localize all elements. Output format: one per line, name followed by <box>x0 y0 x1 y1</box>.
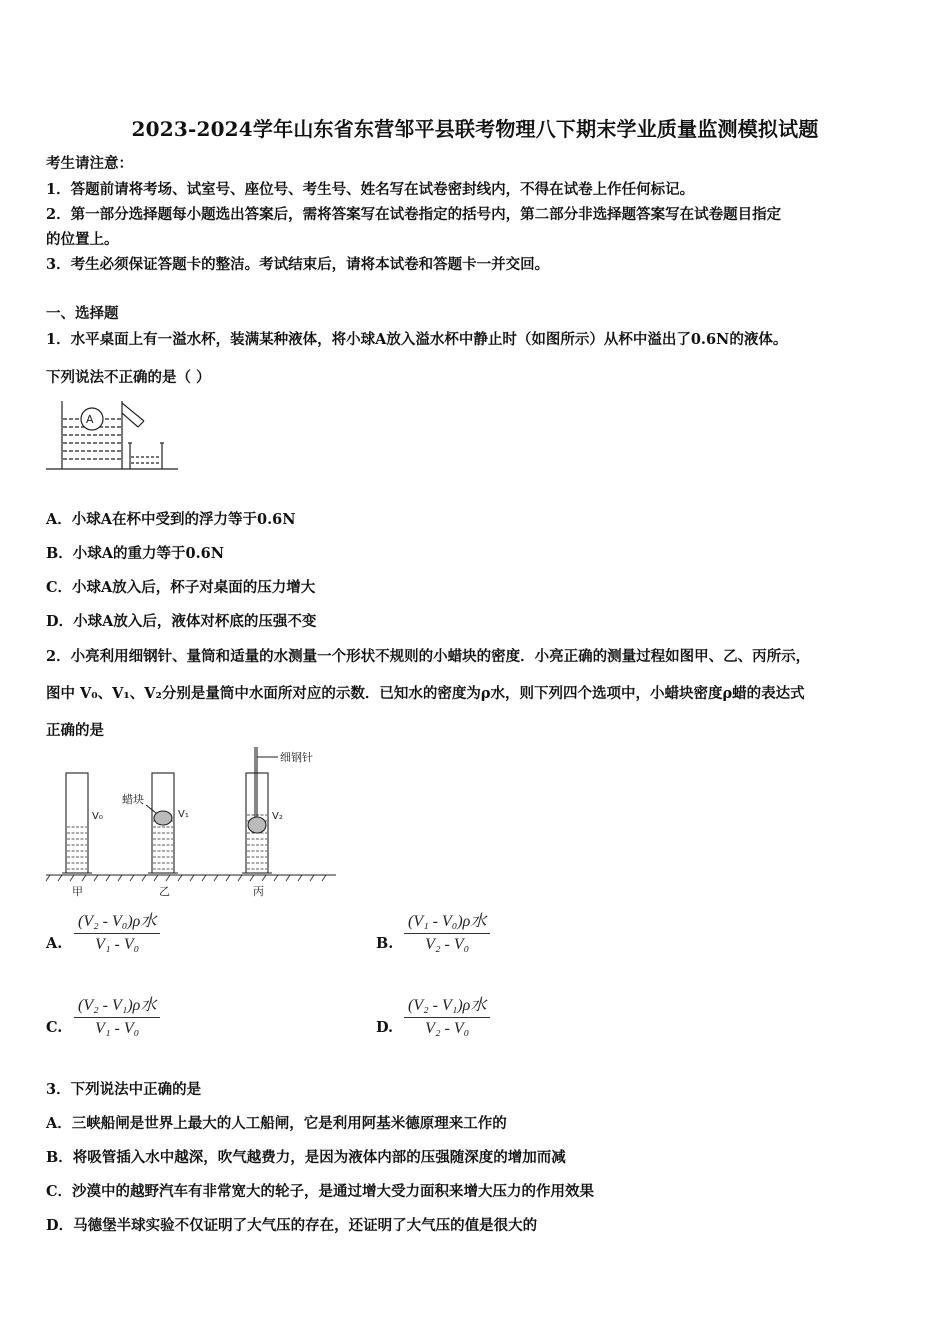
cylinder-figure <box>44 745 344 900</box>
q1-option: B．小球A的重力等于0.6N <box>46 545 224 562</box>
q3-option: C．沙漠中的越野汽车有非常宽大的轮子，是通过增大受力面积来增大压力的作用效果 <box>46 1183 595 1200</box>
q3-stem: 3．下列说法中正确的是 <box>46 1081 202 1098</box>
notice-item: 1．答题前请将考场、试室号、座位号、考生号、姓名写在试卷密封线内，不得在试卷上作任何标记。 <box>46 181 695 198</box>
q2-option-letter: A. <box>46 935 63 952</box>
q1-stem-line1: 1．水平桌面上有一溢水杯，装满某种液体，将小球A放入溢水杯中静止时（如图所示）从杯中溢出了0.6N的液体。 <box>46 331 788 348</box>
denominator: V₂ - V₀ <box>425 1020 470 1037</box>
overflow-cup-figure <box>44 395 184 475</box>
notice-item: 2．第一部分选择题每小题选出答案后，需将答案写在试卷指定的括号内，第二部分非选择题答案写在试卷题目指定 <box>46 206 782 223</box>
q1-option: C．小球A放入后，杯子对桌面的压力增大 <box>46 579 316 596</box>
q3-option: B．将吸管插入水中越深，吹气越费力，是因为液体内部的压强随深度的增加而减 <box>46 1149 566 1166</box>
notice-item: 3．考生必须保证答题卡的整洁。考试结束后，请将本试卷和答题卡一并交回。 <box>46 256 550 273</box>
volume-label: V₁ <box>178 809 189 820</box>
notice-heading: 考生请注意： <box>46 155 133 172</box>
q2-stem-line1: 2．小亮利用细钢针、量筒和适量的水测量一个形状不规则的小蜡块的密度．小亮正确的测量过程如图甲、乙、丙所示， <box>46 648 811 665</box>
q2-option-letter: C. <box>46 1019 63 1036</box>
q2-option-formula <box>74 992 160 1038</box>
wax-label: 蜡块 <box>122 793 144 806</box>
needle-label: 细钢针 <box>280 751 313 764</box>
numerator: (V₂ - V₀)ρ水 <box>74 908 160 934</box>
denominator: V₂ - V₀ <box>425 936 470 953</box>
section-heading: 一、选择题 <box>46 305 119 322</box>
numerator: (V₁ - V₀)ρ水 <box>404 908 490 934</box>
page-title: 2023-2024学年山东省东营邹平县联考物理八下期末学业质量监测模拟试题 <box>131 117 819 141</box>
numerator: (V₂ - V₁)ρ水 <box>74 992 160 1018</box>
denominator: V₁ - V₀ <box>95 1020 140 1037</box>
figure-label: 乙 <box>159 885 170 898</box>
volume-label: V₂ <box>272 811 283 822</box>
q1-option: D．小球A放入后，液体对杯底的压强不变 <box>46 613 317 630</box>
q1-stem-line2: 下列说法不正确的是（ ） <box>46 369 211 386</box>
numerator: (V₂ - V₁)ρ水 <box>404 992 490 1018</box>
figure-label: 甲 <box>72 885 83 898</box>
q3-option: D．马德堡半球实验不仅证明了大气压的存在，还证明了大气压的值是很大的 <box>46 1217 538 1234</box>
q2-stem-line2: 图中 V₀、V₁、V₂分别是量筒中水面所对应的示数．已知水的密度为ρ水，则下列四个选项中，小蜡块密度ρ蜡的表达式 <box>46 685 805 702</box>
q2-option-formula <box>404 992 490 1038</box>
notice-item: 的位置上。 <box>46 231 119 248</box>
ball-label: A <box>86 413 94 426</box>
volume-label: V₀ <box>92 811 103 822</box>
q2-option-formula <box>404 908 490 954</box>
q3-option: A．三峡船闸是世界上最大的人工船闸，它是利用阿基米德原理来工作的 <box>46 1115 507 1132</box>
figure-label: 丙 <box>253 885 264 898</box>
q1-option: A．小球A在杯中受到的浮力等于0.6N <box>46 511 296 528</box>
q2-stem-line3: 正确的是 <box>46 722 104 739</box>
q2-option-formula <box>74 908 160 954</box>
q2-option-letter: B. <box>376 935 394 952</box>
q2-option-letter: D. <box>376 1019 394 1036</box>
denominator: V₁ - V₀ <box>95 936 140 953</box>
